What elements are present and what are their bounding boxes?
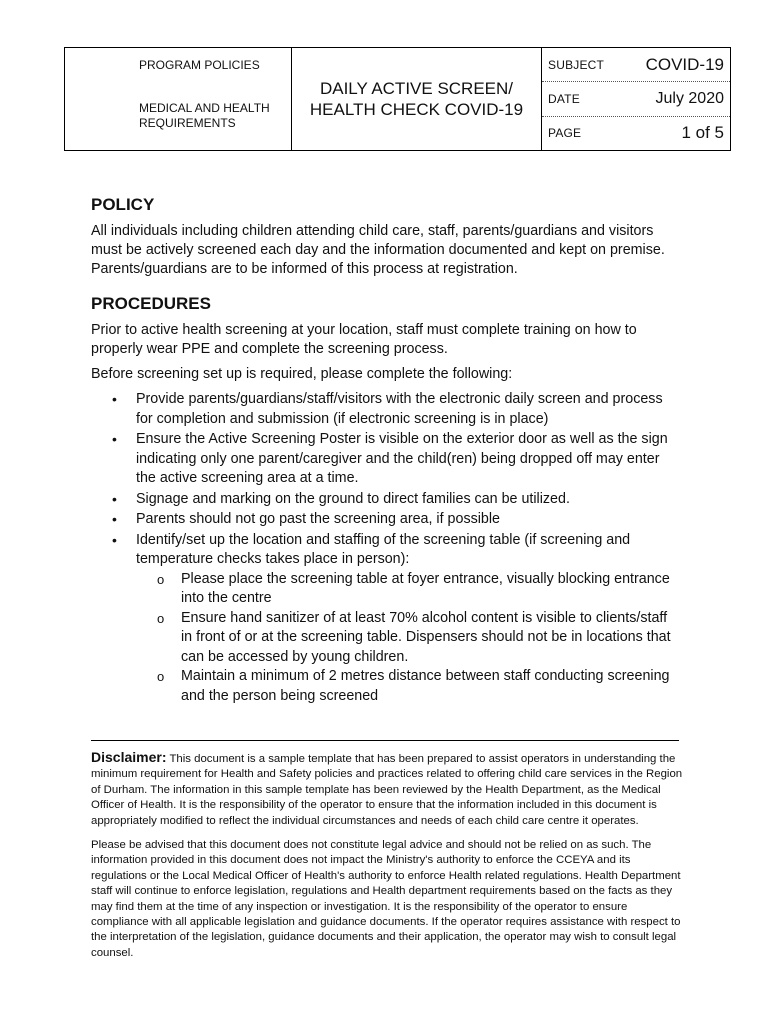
sub-list-item-text: Please place the screening table at foyer entrance, visually blocking entrance into the centre (181, 570, 670, 606)
date-value: July 2020 (655, 89, 724, 107)
program-policies-label: PROGRAM POLICIES (139, 58, 260, 72)
disclaimer-section (91, 750, 683, 961)
sub-list-item (136, 609, 681, 668)
header-category-cell (65, 48, 292, 150)
policy-heading: POLICY (91, 195, 155, 214)
procedure-list (91, 390, 681, 706)
procedures-intro: Prior to active health screening at your location, staff must complete training on how to properly wear PPE and complete the screening process. (91, 322, 637, 357)
subject-label: SUBJECT (548, 57, 605, 72)
bullet-icon: • (112, 531, 117, 548)
disclaimer-text-2: Please be advised that this document does not constitute legal advice and should not be relied on as such. The information provided in this document does not impact the Ministry's authority to enforce the CCEYA and its regulations or the Local Medical Officer of Health's authority to enforce Health related regulations. Health Department staff will continue to enforce legislation, regulations and Health department requirements based on the facts as they may find them at the time of any inspection or investigation. It is the responsibility of the operator to ensure compliance with all applicable legislation and guidance documents. If the operator requires assistance with respect to the interpretation of the legislation, guidance documents and their application, the operator may wish to consult legal counsel. (91, 839, 681, 959)
page-row (542, 117, 730, 150)
page-label: PAGE (548, 126, 582, 141)
sub-list (136, 570, 681, 707)
list-item-text: Provide parents/guardians/staff/visitors with the electronic daily screen and process for completion and submission (if electronic screening is in place) (136, 391, 663, 427)
date-label: DATE (548, 91, 580, 106)
disclaimer-label: Disclaimer: (91, 749, 167, 765)
list-item-text: Identify/set up the location and staffing of the screening table (if screening and temperature checks takes place in person): (136, 531, 631, 567)
subject-row (542, 48, 730, 82)
circle-bullet-icon: o (157, 610, 165, 626)
sub-list-item-text: Maintain a minimum of 2 metres distance between staff conducting screening and the person being screened (181, 668, 670, 704)
list-item (91, 490, 681, 510)
sub-list-item (136, 667, 681, 706)
circle-bullet-icon: o (157, 669, 165, 684)
header-meta-cell (542, 48, 730, 150)
bullet-icon: • (112, 511, 117, 527)
document-header (64, 47, 731, 151)
date-row (542, 82, 730, 116)
circle-bullet-icon: o (157, 571, 165, 587)
list-item-text: Signage and marking on the ground to direct families can be utilized. (136, 490, 570, 507)
list-item-text: Parents should not go past the screening area, if possible (136, 511, 501, 527)
subject-value: COVID-19 (645, 54, 724, 74)
list-item (91, 531, 681, 707)
sub-list-item (136, 570, 681, 609)
list-item (91, 390, 681, 429)
sub-list-item-text: Ensure hand sanitizer of at least 70% alcohol content is visible to clients/staff in front of or at the screening table. Dispensers should not be in locations that can be accessed by young children. (181, 609, 671, 665)
list-item (91, 430, 681, 489)
procedures-before: Before screening set up is required, please complete the following: (91, 366, 513, 382)
list-item-text: Ensure the Active Screening Poster is visible on the exterior door as well as the sign indicating only one parent/caregiver and the child(ren) being dropped off may enter the active screening area at a time. (136, 431, 668, 486)
document-body (91, 194, 681, 707)
list-item (91, 510, 681, 530)
disclaimer-paragraph-1 (91, 750, 683, 829)
bullet-icon: • (112, 490, 117, 507)
disclaimer-text-1: This document is a sample template that has been prepared to assist operators in understanding the minimum requirement for Health and Safety policies and practices related to offering child care services in the Region of Durham. The information in this sample template has been reviewed by the Health Department, as the Medical Officer of Health. It is the responsibility of the operator to ensure that the information included in this document is appropriately modified to reflect the individual circumstances and needs of each child care centre it operates. (91, 753, 683, 827)
medical-health-label: MEDICAL AND HEALTH REQUIREMENTS (139, 101, 270, 130)
procedures-heading: PROCEDURES (91, 294, 211, 313)
policy-text: All individuals including children attending child care, staff, parents/guardians and visitors must be actively screened each day and the information documented and kept on premise. Parents/guardians are to be informed of this process at registration. (91, 223, 665, 277)
bullet-icon: • (112, 431, 117, 447)
page-value: 1 of 5 (681, 123, 724, 143)
header-title-cell (292, 48, 542, 150)
document-title (310, 78, 523, 120)
bullet-icon: • (112, 391, 117, 407)
title-line-2: HEALTH CHECK COVID-19 (309, 100, 524, 119)
footer-divider (91, 740, 679, 741)
title-line-1: DAILY ACTIVE SCREEN/ (319, 79, 514, 98)
